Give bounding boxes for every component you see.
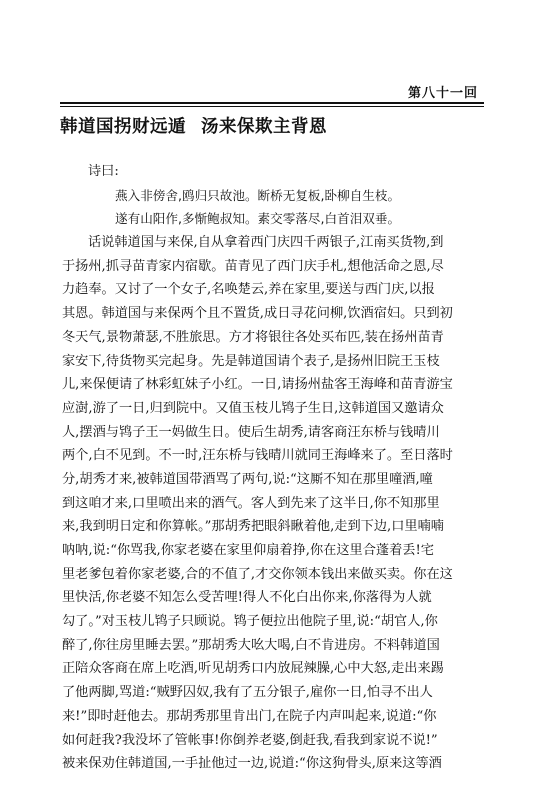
paragraph-line: 到这咱才来,口里喷出来的酒气。客人到先来了这半日,你不知那里 xyxy=(62,495,440,511)
paragraph-line: 勾了。”对玉枝儿鸨子只顾说。鸨子便拉出他院子里,说:“胡官人,你 xyxy=(62,614,438,630)
poem-verse: 燕入非傍舍,鸥归只故池。断桥无复板,卧柳自生枝。 xyxy=(115,187,401,203)
paragraph-line: 两个,白不见到。不一时,汪东桥与钱晴川就同王海峰来了。至日落时 xyxy=(62,448,453,464)
header-rule-thick xyxy=(60,102,484,104)
paragraph-line: 醉了,你往房里睡去罢。”那胡秀大吆大喝,白不肯进房。不料韩道国 xyxy=(62,637,440,653)
chapter-number: 第八十一回 xyxy=(407,86,478,101)
paragraph-line: 来!”即时赶他去。那胡秀那里肯出门,在院子内声叫起来,说道:“你 xyxy=(62,708,437,724)
paragraph-line: 家安下,待货物买完起身。先是韩道国请个表子,是扬州旧院王玉枝 xyxy=(62,353,440,369)
paragraph-line: 冬天气,景物萧瑟,不胜旅思。方才将银往各处买布匹,装在扬州苗青 xyxy=(62,329,444,345)
paragraph-line: 儿,来保便请了林彩虹妹子小红。一日,请扬州盐客王海峰和苗青游宝 xyxy=(62,377,453,393)
paragraph-line: 来,我到明日定和你算帐。”那胡秀把眼斜瞅着他,走到下边,口里喃喃 xyxy=(62,519,444,535)
paragraph-line: 了他两脚,骂道:“贼野囚奴,我有了五分银子,雇你一日,怕寻不出人 xyxy=(62,685,433,701)
chapter-title-part2: 汤来保欺主背恩 xyxy=(201,117,327,137)
paragraph-line: 正陪众客商在席上吃酒,听见胡秀口内放屁辣臊,心中大怒,走出来踢 xyxy=(62,661,444,677)
paragraph-line: 如何赶我?我没坏了管帐事!你倒养老婆,倒赶我,看我到家说不说!” xyxy=(62,732,438,748)
chapter-title-part1: 韩道国拐财远遁 xyxy=(60,117,186,137)
paragraph-line: 应澍,游了一日,归到院中。又值玉枝儿鸨子生日,这韩道国又邀请众 xyxy=(62,400,444,416)
chapter-title xyxy=(60,113,327,138)
paragraph-line: 其恩。韩道国与来保两个且不置货,成日寻花问柳,饮酒宿妇。只到初 xyxy=(62,306,453,322)
paragraph-line: 呐呐,说:“你骂我,你家老婆在家里仰扇着挣,你在这里合蓬着丢!宅 xyxy=(62,543,434,558)
paragraph-line: 人,摆酒与鸨子王一妈做生日。使后生胡秀,请客商汪东桥与钱晴川 xyxy=(62,424,440,440)
paragraph-line: 被来保劝住韩道国,一手扯他过一边,说道:“你这狗骨头,原来这等酒 xyxy=(62,756,442,772)
header-rule-thin xyxy=(60,106,484,107)
paragraph-line: 分,胡秀才来,被韩道国带酒骂了两句,说:“这厮不知在那里噇酒,噇 xyxy=(62,471,433,487)
paragraph-line: 里快活,你老婆不知怎么受苦哩!得人不化白出你来,你落得为人就 xyxy=(62,590,432,606)
paragraph-line: 里老爹包着你家老婆,合的不值了,才交你领本钱出来做买卖。你在这 xyxy=(62,566,453,582)
poem-label: 诗曰: xyxy=(88,164,119,179)
paragraph-line: 力趋奉。又讨了一个女子,名唤楚云,养在家里,要送与西门庆,以报 xyxy=(62,282,435,298)
paragraph-line: 于扬州,抓寻苗青家内宿歇。苗青见了西门庆手札,想他活命之恩,尽 xyxy=(62,258,444,274)
paragraph-line: 话说韩道国与来保,自从拿着西门庆四千两银子,江南买货物,到 xyxy=(88,235,444,251)
chapter-body xyxy=(62,160,487,776)
poem-verse: 遂有山阳作,多惭鲍叔知。素交零落尽,白首泪双垂。 xyxy=(115,211,401,227)
